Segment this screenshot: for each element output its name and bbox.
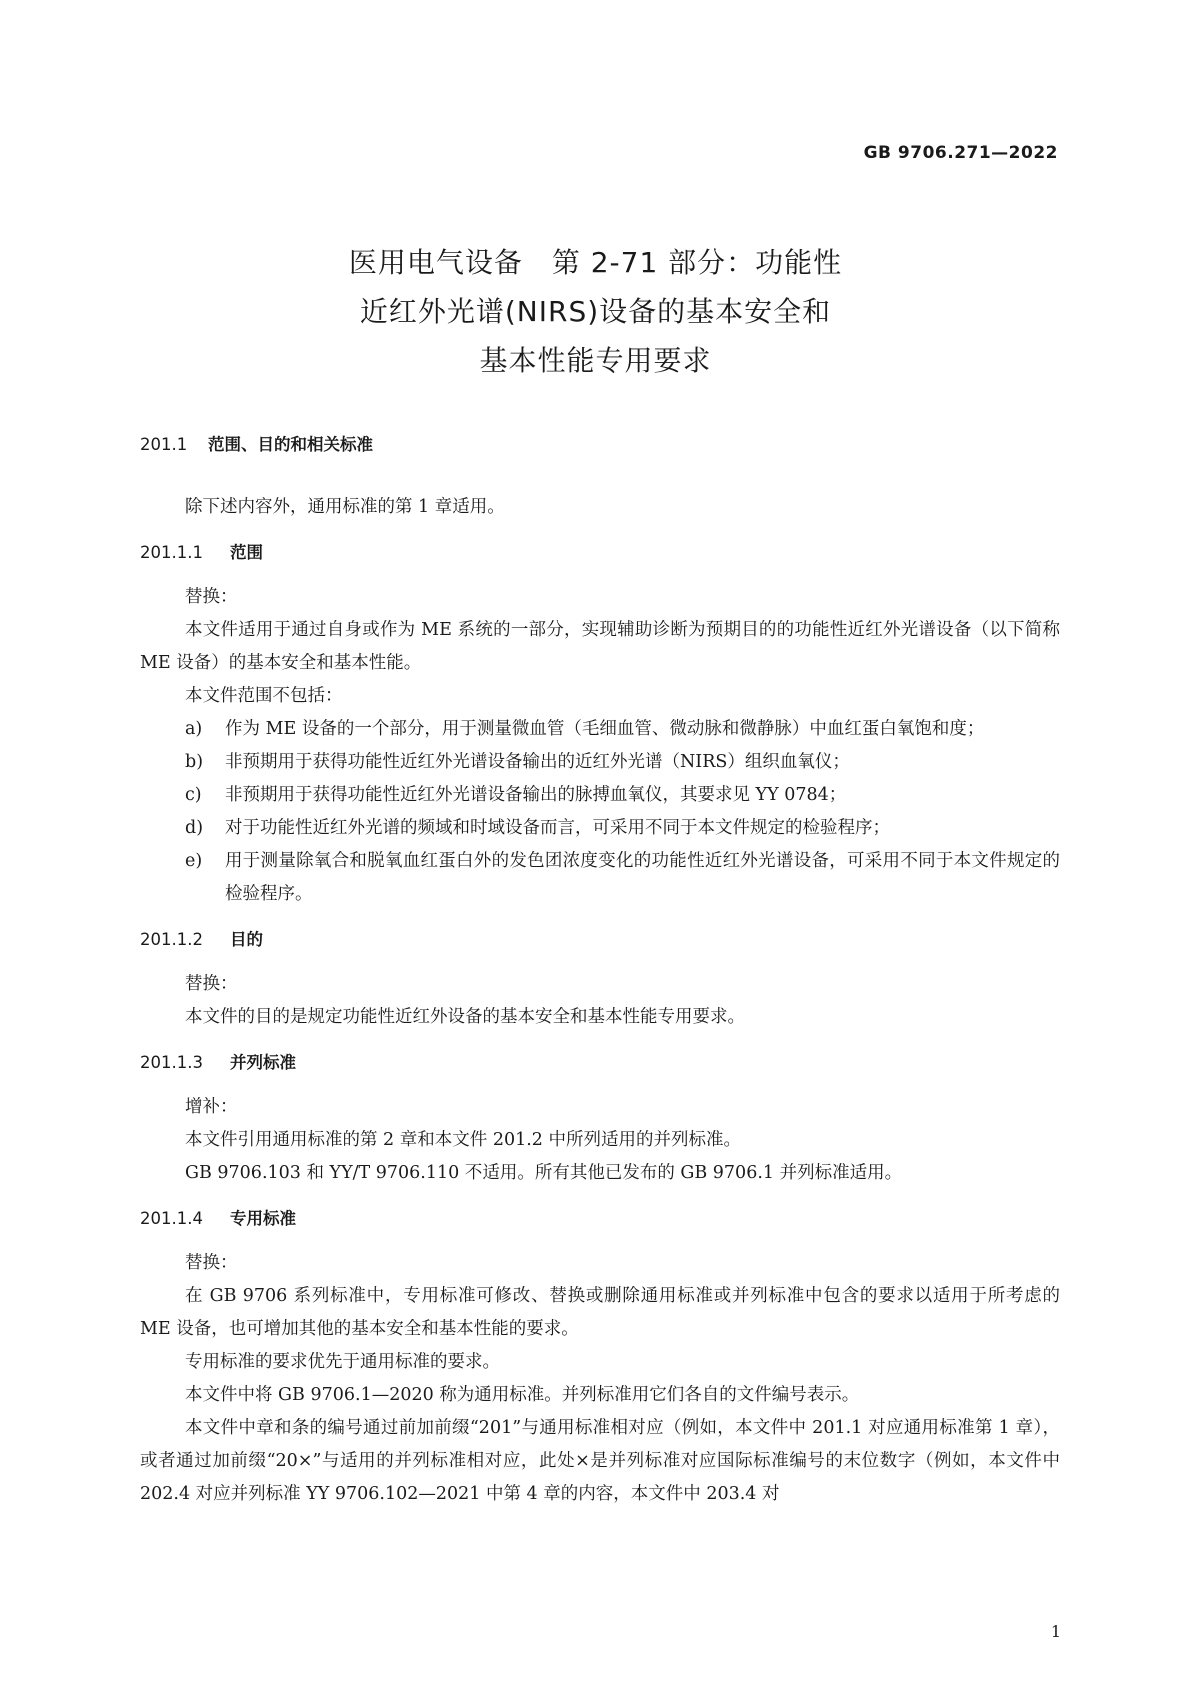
list-item (140, 845, 1060, 911)
paragraph: 专用标准的要求优先于通用标准的要求。 (185, 1352, 500, 1372)
section-title: 专用标准 (230, 1209, 296, 1228)
section-heading-201-1 (140, 428, 1060, 461)
document-body (140, 428, 1060, 1511)
list-text: 对于功能性近红外光谱的频域和时域设备而言，可采用不同于本文件规定的检验程序； (225, 818, 890, 838)
paragraph: 除下述内容外，通用标准的第 1 章适用。 (185, 497, 505, 517)
paragraph: GB 9706.103 和 YY/T 9706.110 不适用。所有其他已发布的 GB 9706.1 并列标准适用。 (185, 1163, 903, 1183)
page-number: 1 (1050, 1622, 1061, 1641)
list-marker: a) (185, 719, 203, 739)
paragraph: 本文件范围不包括： (185, 686, 343, 706)
list-marker: c) (185, 785, 202, 805)
section-number: 201.1.4 (140, 1209, 203, 1228)
list-item (140, 779, 1060, 812)
section-number: 201.1.3 (140, 1053, 203, 1072)
title-line-3: 基本性能专用要求 (479, 344, 712, 377)
list-text: 作为 ME 设备的一个部分，用于测量微血管（毛细血管、微动脉和微静脉）中血红蛋白氧饱和度； (225, 719, 985, 739)
section-heading-201-1-3 (140, 1046, 1060, 1079)
title-line-1: 医用电气设备 第 2-71 部分：功能性 (348, 246, 843, 279)
list-item (140, 713, 1060, 746)
list-item (140, 812, 1060, 845)
section-number: 201.1.1 (140, 543, 203, 562)
section-title: 并列标准 (230, 1053, 296, 1072)
section-heading-201-1-4 (140, 1202, 1060, 1235)
section-title: 目的 (230, 930, 263, 949)
list-marker: b) (185, 752, 204, 772)
list-item (140, 746, 1060, 779)
paragraph: 本文件中章和条的编号通过前加前缀“201”与通用标准相对应（例如，本文件中 201.1 对应通用标准第 1 章），或者通过加前缀“20×”与适用的并列标准相对应，此处×是并列标准对应国际标准编号的末位数字（例如，本文件中 202.4 对应并列标准 YY 9706.102—2021 中第 4 章的内容，本文件中 203.4 对 (140, 1418, 1060, 1504)
section-number: 201.1.2 (140, 930, 203, 949)
paragraph: 替换： (185, 587, 238, 607)
paragraph: 本文件的目的是规定功能性近红外设备的基本安全和基本性能专用要求。 (185, 1007, 745, 1027)
list-text: 非预期用于获得功能性近红外光谱设备输出的近红外光谱（NIRS）组织血氧仪； (225, 752, 850, 772)
section-number: 201.1 (140, 435, 188, 454)
section-title: 范围、目的和相关标准 (208, 435, 373, 454)
paragraph: 增补： (185, 1097, 238, 1117)
paragraph: 替换： (185, 1253, 238, 1273)
standard-code: GB 9706.271—2022 (863, 143, 1058, 163)
paragraph: 在 GB 9706 系列标准中，专用标准可修改、替换或删除通用标准或并列标准中包含的要求以适用于所考虑的 ME 设备，也可增加其他的基本安全和基本性能的要求。 (140, 1286, 1060, 1339)
paragraph: 替换： (185, 974, 238, 994)
list-text: 非预期用于获得功能性近红外光谱设备输出的脉搏血氧仪，其要求见 YY 0784； (225, 785, 847, 805)
paragraph: 本文件适用于通过自身或作为 ME 系统的一部分，实现辅助诊断为预期目的的功能性近红外光谱设备（以下简称 ME 设备）的基本安全和基本性能。 (140, 620, 1060, 673)
list-marker: e) (185, 851, 203, 871)
title-line-2: 近红外光谱(NIRS)设备的基本安全和 (359, 295, 832, 328)
section-heading-201-1-1 (140, 536, 1060, 569)
document-title (0, 238, 1191, 385)
section-heading-201-1-2 (140, 923, 1060, 956)
list-text: 用于测量除氧合和脱氧血红蛋白外的发色团浓度变化的功能性近红外光谱设备，可采用不同于本文件规定的检验程序。 (225, 851, 1060, 904)
paragraph: 本文件中将 GB 9706.1—2020 称为通用标准。并列标准用它们各自的文件编号表示。 (185, 1385, 860, 1405)
paragraph: 本文件引用通用标准的第 2 章和本文件 201.2 中所列适用的并列标准。 (185, 1130, 741, 1150)
list-marker: d) (185, 818, 204, 838)
section-title: 范围 (230, 543, 263, 562)
